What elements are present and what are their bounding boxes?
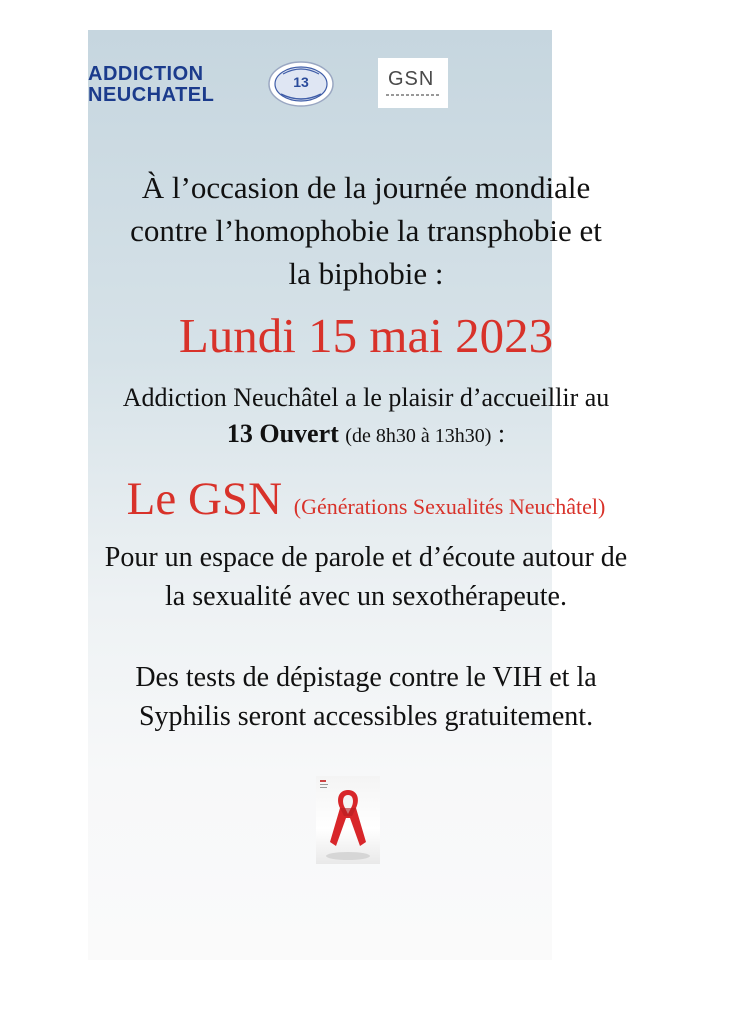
host-place: 13 Ouvert xyxy=(226,419,339,448)
intro-line-1: À l’occasion de la journée mondiale xyxy=(141,170,591,205)
host-line-2 xyxy=(0,416,732,454)
tests-line-2: Syphilis seront accessibles gratuitement. xyxy=(138,701,594,732)
addiction-logo-line1: ADDICTION xyxy=(88,63,204,85)
intro-line-3: la biphobie : xyxy=(288,256,444,291)
gsn-logo-text: GSN xyxy=(388,68,435,90)
addiction-logo-line2: NEUCHATEL xyxy=(88,84,215,106)
intro-line-2: contre l’homophobie la transphobie et xyxy=(130,213,602,248)
event-date: Lundi 15 mai 2023 xyxy=(178,308,554,363)
host-hours: (de 8h30 à 13h30) xyxy=(345,425,492,447)
gsn-logo-mark xyxy=(388,68,434,91)
treize-ouvert-emblem-icon xyxy=(267,60,335,108)
tests-description xyxy=(0,658,732,736)
host-line-1: Addiction Neuchâtel a le plaisir d’accueillir au xyxy=(122,383,610,412)
space-line-1: Pour un espace de parole et d’écoute autour de xyxy=(104,542,628,573)
svg-text:13: 13 xyxy=(293,74,309,90)
gsn-logo-tagline xyxy=(386,94,440,96)
logo-row xyxy=(0,58,732,112)
ribbon-image xyxy=(316,776,380,864)
red-ribbon-icon xyxy=(316,776,380,864)
addiction-neuchatel-logo xyxy=(88,64,228,108)
host-text xyxy=(0,380,732,454)
gsn-heading xyxy=(0,470,732,536)
host-colon: : xyxy=(497,419,506,448)
intro-text xyxy=(0,166,732,295)
treize-ouvert-logo xyxy=(267,60,335,108)
tests-line-1: Des tests de dépistage contre le VIH et la xyxy=(135,662,597,693)
gsn-name: Le GSN xyxy=(126,473,283,525)
space-line-2: la sexualité avec un sexothérapeute. xyxy=(165,581,567,612)
gsn-logo xyxy=(378,58,448,108)
space-description xyxy=(0,538,732,616)
gsn-full-name: (Générations Sexualités Neuchâtel) xyxy=(293,494,606,519)
